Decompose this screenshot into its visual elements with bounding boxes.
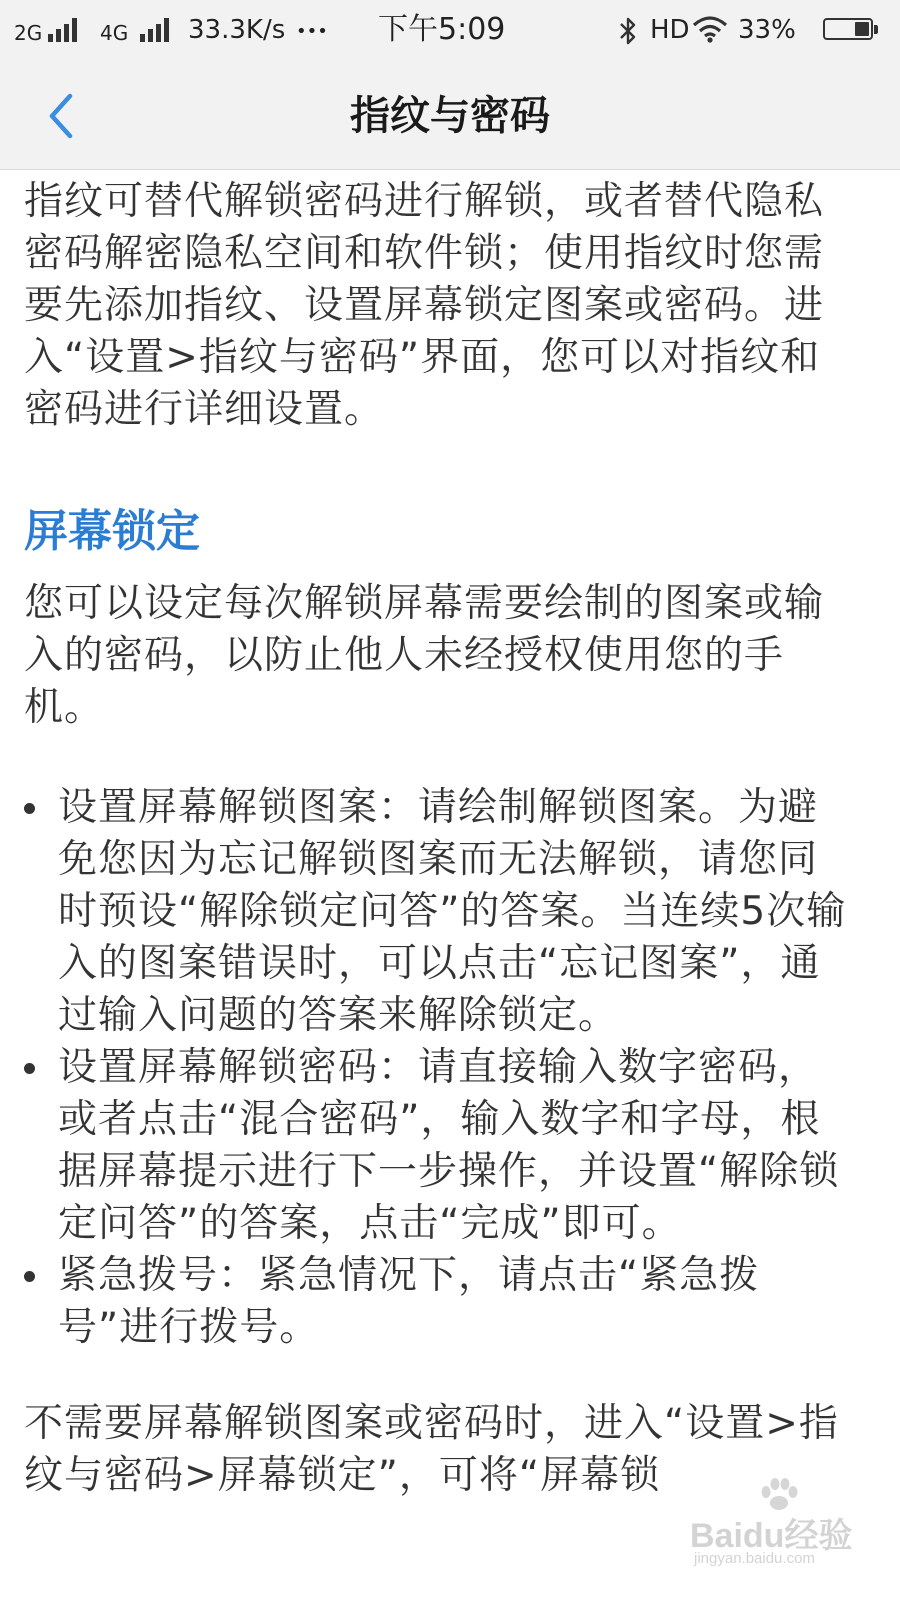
network-speed: 33.3K/s [188, 15, 286, 45]
bullet-icon [24, 803, 35, 814]
section-heading: 屏幕锁定 [24, 506, 200, 557]
watermark-text: Baidu经验 [690, 1517, 853, 1555]
article-content [24, 176, 856, 1502]
bullet-text: 设置屏幕解锁密码：请直接输入数字密码，或者点击“混合密码”，输入数字和字母，根据屏幕提示进行下一步操作，并设置“解除锁定问答”的答案，点击“完成”即可。 [58, 1045, 840, 1246]
status-bar [0, 0, 900, 62]
wifi-icon [692, 15, 728, 43]
bullet-list [24, 782, 856, 1354]
battery-level [855, 22, 869, 36]
network-type-2g: 2G [14, 21, 43, 45]
list-item [24, 782, 856, 1042]
bullet-icon [24, 1271, 35, 1282]
page-title: 指纹与密码 [350, 93, 550, 139]
baidu-jingyan-watermark [680, 1478, 870, 1588]
watermark-subtext: jingyan.baidu.com [694, 1550, 815, 1567]
hd-indicator: HD [650, 15, 690, 45]
signal-strength-icon [48, 18, 78, 42]
section-description: 您可以设定每次解锁屏幕需要绘制的图案或输入的密码，以防止他人未经授权使用您的手机。 [24, 581, 825, 730]
bullet-icon [24, 1063, 35, 1074]
signal-strength-icon [140, 18, 170, 42]
battery-percent: 33% [738, 15, 796, 45]
battery-icon [823, 18, 873, 40]
bullet-text: 设置屏幕解锁图案：请绘制解锁图案。为避免您因为忘记解锁图案而无法解锁，请您同时预设“解除锁定问答”的答案。当连续5次输入的图案错误时，可以点击“忘记图案”，通过输入问题的答案来解除锁定。 [58, 785, 847, 1038]
more-notifications-icon: ••• [296, 21, 328, 42]
list-item [24, 1250, 856, 1354]
nav-bar [0, 62, 900, 170]
bullet-text: 紧急拨号：紧急情况下，请点击“紧急拨号”进行拨号。 [58, 1253, 760, 1350]
bluetooth-icon [618, 16, 638, 46]
list-item [24, 1042, 856, 1250]
paw-icon [758, 1478, 798, 1510]
footer-paragraph: 不需要屏幕解锁图案或密码时，进入“设置>指纹与密码>屏幕锁定”，可将“屏幕锁 [24, 1401, 839, 1498]
intro-paragraph: 指纹可替代解锁密码进行解锁，或者替代隐私密码解密隐私空间和软件锁；使用指纹时您需要先添加指纹、设置屏幕锁定图案或密码。进入“设置>指纹与密码”界面，您可以对指纹和密码进行详细设置。 [24, 179, 825, 432]
status-time: 下午5:09 [378, 12, 506, 47]
network-type-4g: 4G [100, 21, 129, 45]
